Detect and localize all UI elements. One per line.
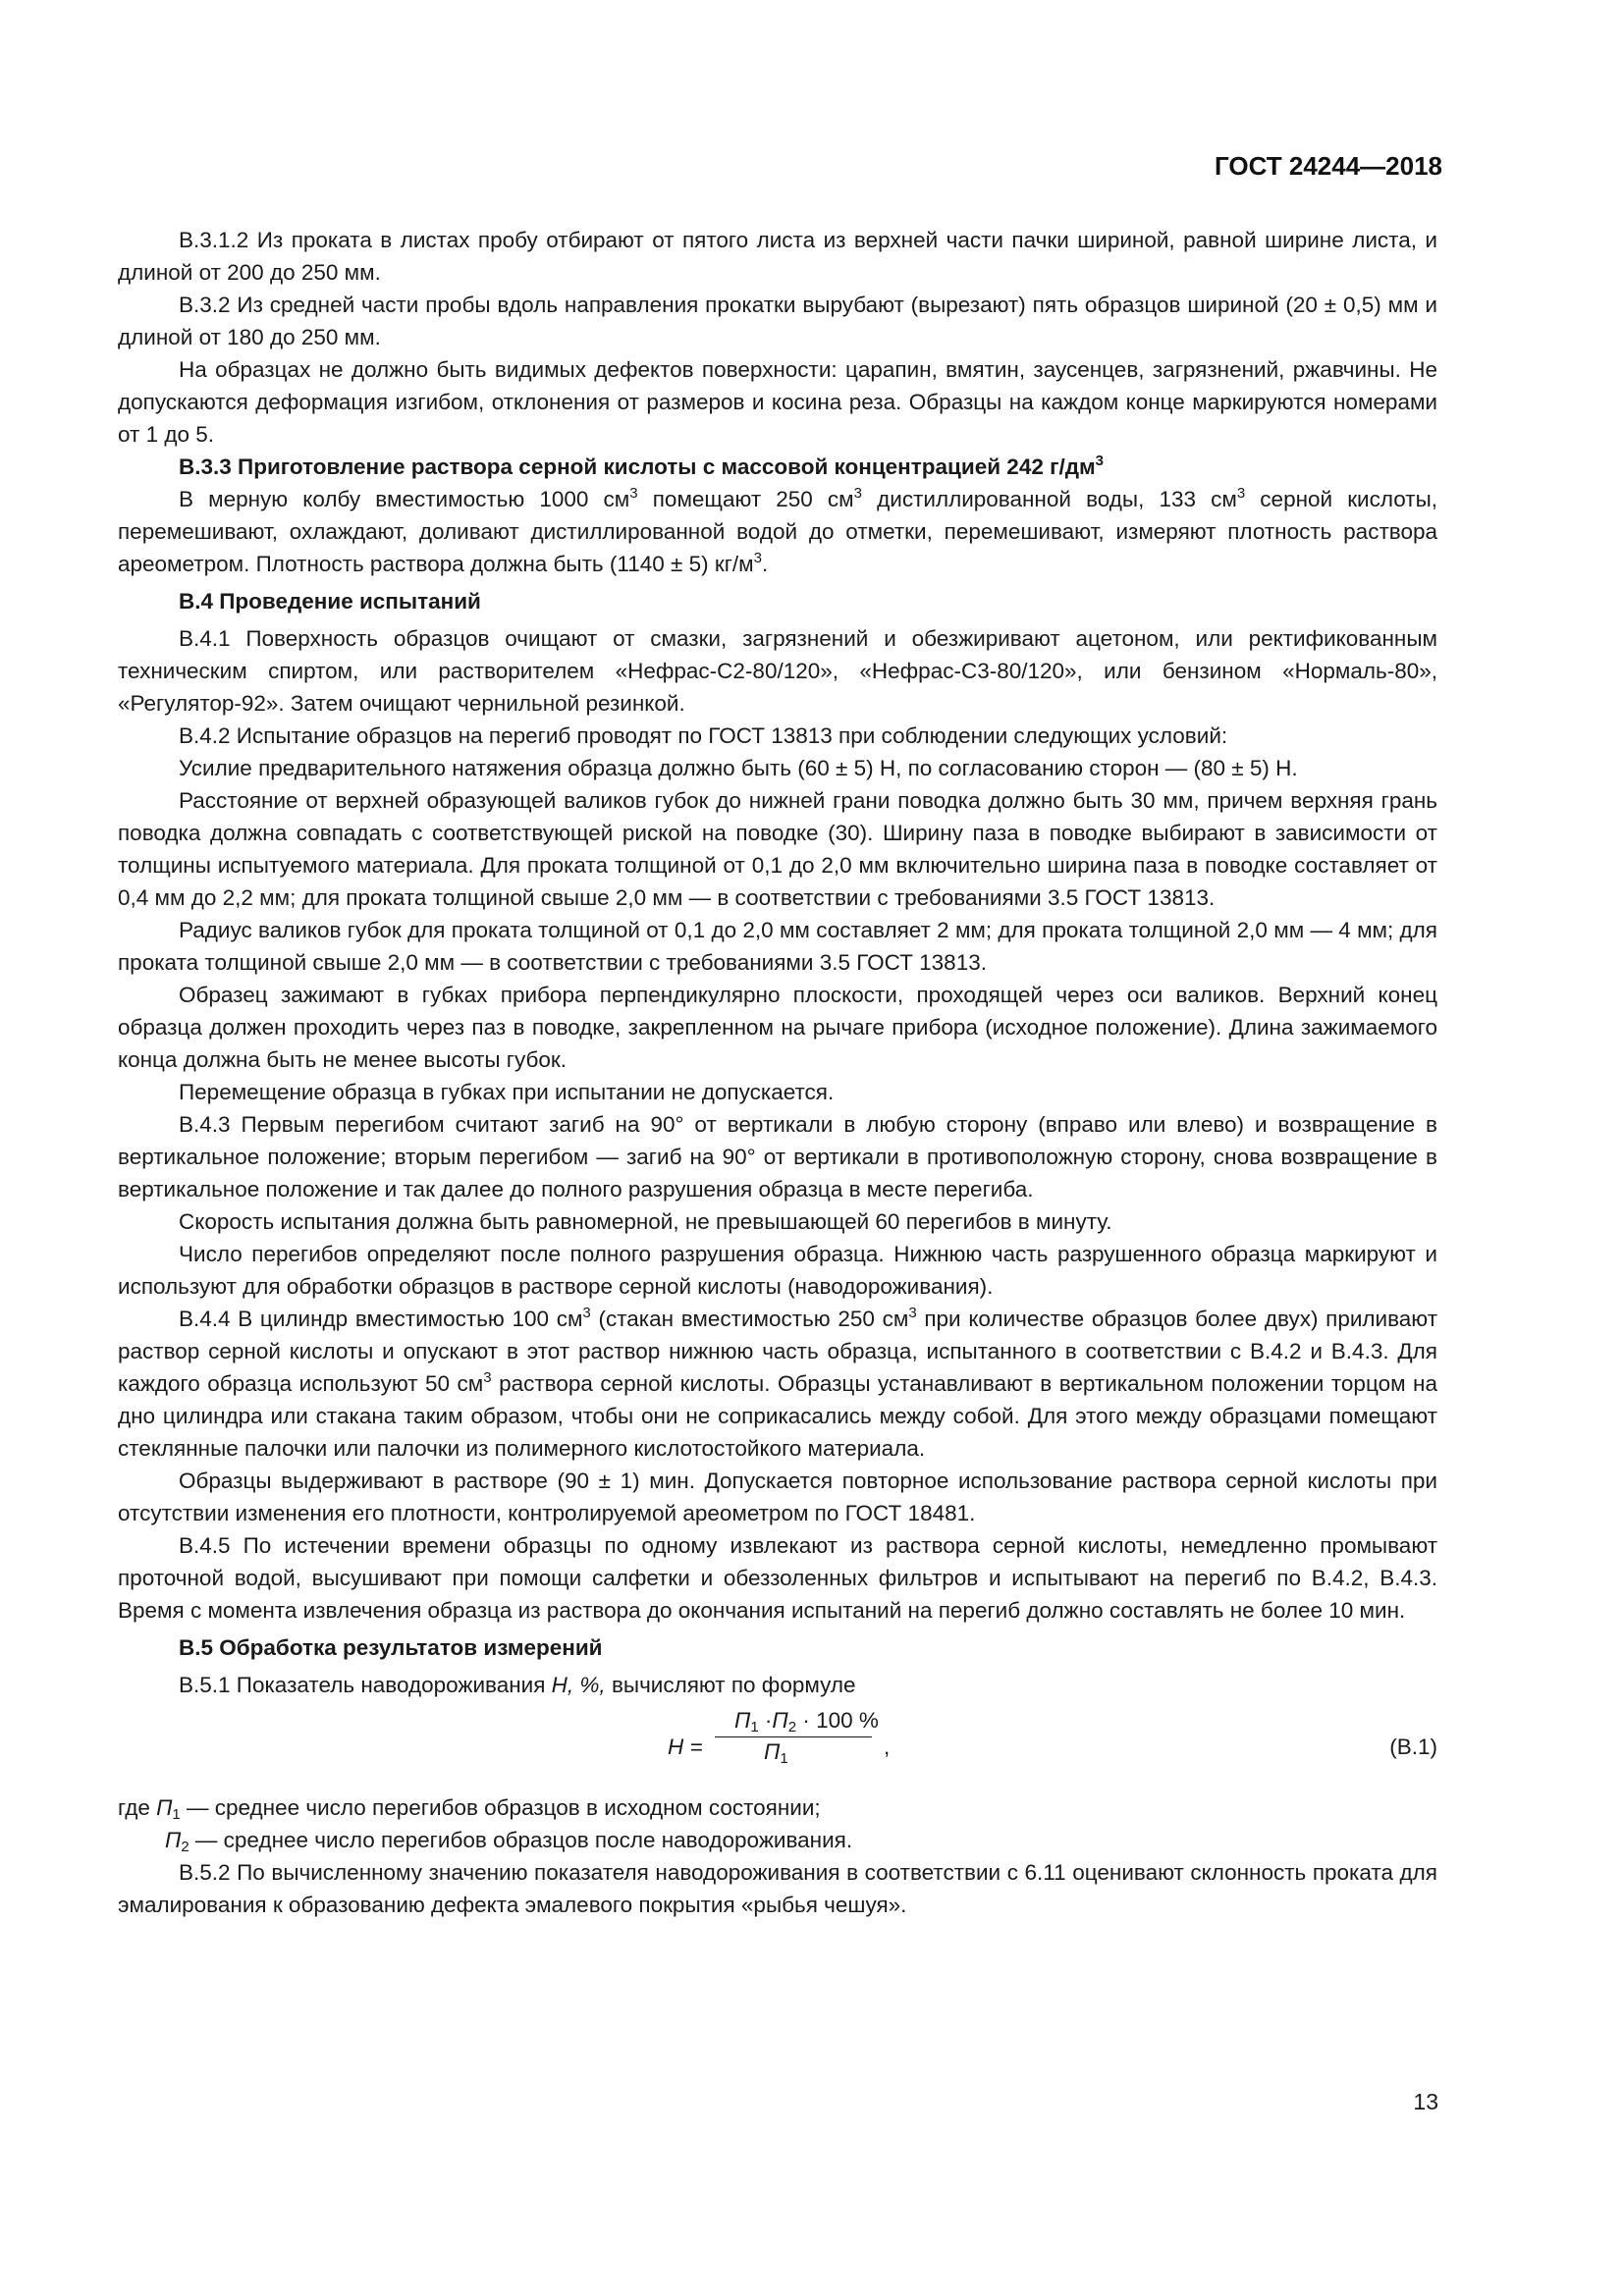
paragraph: Образцы выдерживают в растворе (90 ± 1) мин. Допускается повторное использование раствора серной кислоты при отсутствии изменения его плотности, контролируемой ареометром по ГОСТ 18481. [118, 1468, 1437, 1525]
paragraph: В.4.1 Поверхность образцов очищают от смазки, загрязнений и обезжиривают ацетоном, или ректификованным техническим спиртом, или растворителем «Нефрас-С2-80/120», «Нефрас-С3-80/120», или бензином «Нормаль-80», «Регулятор-92». Затем очищают чернильной резинкой. [118, 626, 1437, 716]
text-span: раствора серной кислоты. Образцы устанавливают в вертикальном положении торцом на дно цилиндра или стакана таким образом, чтобы они не соприкасались между собой. Для этого между образцами помещают стеклянные палочки или палочки из полимерного кислотостойкого материала. [118, 1371, 1437, 1461]
text-span: В мерную колбу вместимостью 1000 см [179, 487, 630, 511]
paragraph: В.3.2 Из средней части пробы вдоль направления прокатки вырубают (вырезают) пять образцов шириной (20 ± 0,5) мм и длиной от 180 до 250 мм. [118, 293, 1437, 349]
symbol: · [764, 1708, 773, 1733]
heading-text: В.3.3 Приготовление раствора серной кислоты с массовой концентрацией 242 г/дм [179, 454, 1096, 479]
symbol: П [764, 1739, 781, 1764]
text-span: серной кислоты, перемешивают, охлаждают, доливают дистиллированной водой до отметки, перемешивают, измеряют плотность раствора ареометром. Плотность раствора должна быть (1140 ± 5) кг/м [118, 487, 1438, 576]
subscript: 1 [172, 1806, 181, 1823]
paragraph: Образец зажимают в губках прибора перпендикулярно плоскости, проходящей через оси валиков. Верхний конец образца должен проходить через паз в поводке, закрепленном на рычаге прибора (исходное положение). Длина зажимаемого конца должна быть не менее высоты губок. [118, 983, 1437, 1072]
paragraph: В.4.3 Первым перегибом считают загиб на 90° от вертикали в любую сторону (вправо или влево) и возвращение в вертикальное положение; вторым перегибом — загиб на 90° от вертикали в противоположную сторону, снова возвращение в вертикальное положение и так далее до полного разрушения образца в месте перегиба. [118, 1112, 1437, 1201]
paragraph: В.4.2 Испытание образцов на перегиб проводят по ГОСТ 13813 при соблюдении следующих условий: [179, 723, 1228, 748]
superscript: 3 [582, 1305, 591, 1321]
section-heading: В.4 Проведение испытаний [179, 589, 481, 614]
superscript: 3 [1095, 453, 1104, 469]
superscript: 3 [853, 485, 862, 502]
formula-fraction [705, 1705, 982, 1767]
subscript: 2 [787, 1719, 797, 1735]
italic-text: Н, %, [551, 1673, 606, 1697]
symbol: П [772, 1708, 788, 1733]
paragraph: На образцах не должно быть видимых дефектов поверхности: царапин, вмятин, заусенцев, загрязнений, ржавчины. Не допускаются деформация изгибом, отклонения от размеров и косина реза. Образцы на каждом конце маркируются номерами от 1 до 5. [118, 357, 1437, 447]
where-line [118, 1824, 1437, 1856]
text-span: при количестве образцов более двух) приливают раствор серной кислоты и опускают в этот раствор нижнюю часть образца, испытанного в соответствии с В.4.2 и В.4.3. Для каждого образца используют 50 см [118, 1307, 1437, 1396]
paragraph: Радиус валиков губок для проката толщиной от 0,1 до 2,0 мм составляет 2 мм; для проката толщиной 2,0 мм — 4 мм; для проката толщиной свыше 2,0 мм — в соответствии с требованиями 3.5 ГОСТ 13813. [118, 918, 1437, 975]
text-span: вычисляют по формуле [605, 1673, 856, 1697]
subscript: 1 [750, 1719, 759, 1735]
superscript: 3 [629, 485, 638, 502]
symbol: · 100 % [796, 1708, 879, 1733]
formula-comma: , [884, 1735, 891, 1759]
text-span: В.4.4 В цилиндр вместимостью 100 см [179, 1307, 583, 1331]
formula-lhs: Н = [668, 1735, 703, 1759]
subscript: 2 [181, 1839, 189, 1855]
paragraph [118, 1303, 1437, 1465]
text-span: помещают 250 см [637, 487, 854, 511]
formula-denominator [705, 1737, 982, 1767]
superscript: 3 [483, 1369, 492, 1386]
section-heading [118, 451, 1437, 483]
superscript: 3 [753, 550, 762, 566]
symbol: П [734, 1708, 751, 1733]
page-number: 13 [1413, 2089, 1438, 2114]
subscript: 1 [780, 1750, 788, 1767]
formula-numerator [705, 1705, 982, 1736]
text-span: В.5.1 Показатель наводороживания [179, 1673, 552, 1697]
paragraph: Расстояние от верхней образующей валиков губок до нижней грани поводка должно быть 30 мм, причем верхняя грань поводка должна совпадать с соответствующей риской на поводке (30). Ширину паза в поводке выбирают в зависимости от толщины испытуемого материала. Для проката толщиной от 0,1 до 2,0 мм включительно ширина паза в поводке составляет от 0,4 мм до 2,2 мм; для проката толщиной свыше 2,0 мм — в соответствии с требованиями 3.5 ГОСТ 13813. [118, 788, 1437, 910]
text-span: — среднее число перегибов образцов после наводороживания. [189, 1828, 853, 1852]
text-span: . [761, 552, 769, 576]
paragraph: В.4.5 По истечении времени образцы по одному извлекают из раствора серной кислоты, немедленно промывают проточной водой, высушивают при помощи салфетки и обеззоленных фильтров и испытывают на перегиб по В.4.2, В.4.3. Время с момента извлечения образца из раствора до окончания испытаний на перегиб должно составлять не более 10 мин. [118, 1533, 1437, 1623]
where-line [118, 1791, 1437, 1824]
paragraph: В.5.2 По вычисленному значению показателя наводороживания в соответствии с 6.11 оценивают склонность проката для эмалирования к образованию дефекта эмалевого покрытия «рыбья чешуя». [118, 1860, 1437, 1917]
paragraph [118, 1669, 1437, 1701]
paragraph: В.3.1.2 Из проката в листах пробу отбирают от пятого листа из верхней части пачки шириной, равной ширине листа, и длиной от 200 до 250 мм. [118, 228, 1437, 285]
paragraph: Скорость испытания должна быть равномерной, не превышающей 60 перегибов в минуту. [179, 1209, 1112, 1234]
paragraph: Перемещение образца в губках при испытании не допускается. [179, 1080, 835, 1104]
superscript: 3 [908, 1305, 917, 1321]
formula-b1 [118, 1705, 1437, 1788]
document-code: ГОСТ 24244—2018 [1215, 151, 1442, 181]
text-span: где [118, 1795, 157, 1820]
paragraph [118, 483, 1437, 580]
document-body [118, 224, 1437, 1921]
symbol: П [165, 1828, 182, 1852]
section-heading: В.5 Обработка результатов измерений [179, 1635, 603, 1660]
paragraph: Усилие предварительного натяжения образца должно быть (60 ± 5) Н, по согласованию сторон — (80 ± 5) Н. [179, 756, 1298, 780]
equation-number: (В.1) [1389, 1735, 1437, 1759]
text-span: — среднее число перегибов образцов в исходном состоянии; [180, 1795, 821, 1820]
paragraph: Число перегибов определяют после полного разрушения образца. Нижнюю часть разрушенного образца маркируют и используют для обработки образцов в растворе серной кислоты (наводороживания). [118, 1242, 1437, 1299]
superscript: 3 [1236, 485, 1246, 502]
text-span: (стакан вместимостью 250 см [590, 1307, 909, 1331]
symbol: П [156, 1795, 173, 1820]
text-span: дистиллированной воды, 133 см [862, 487, 1237, 511]
